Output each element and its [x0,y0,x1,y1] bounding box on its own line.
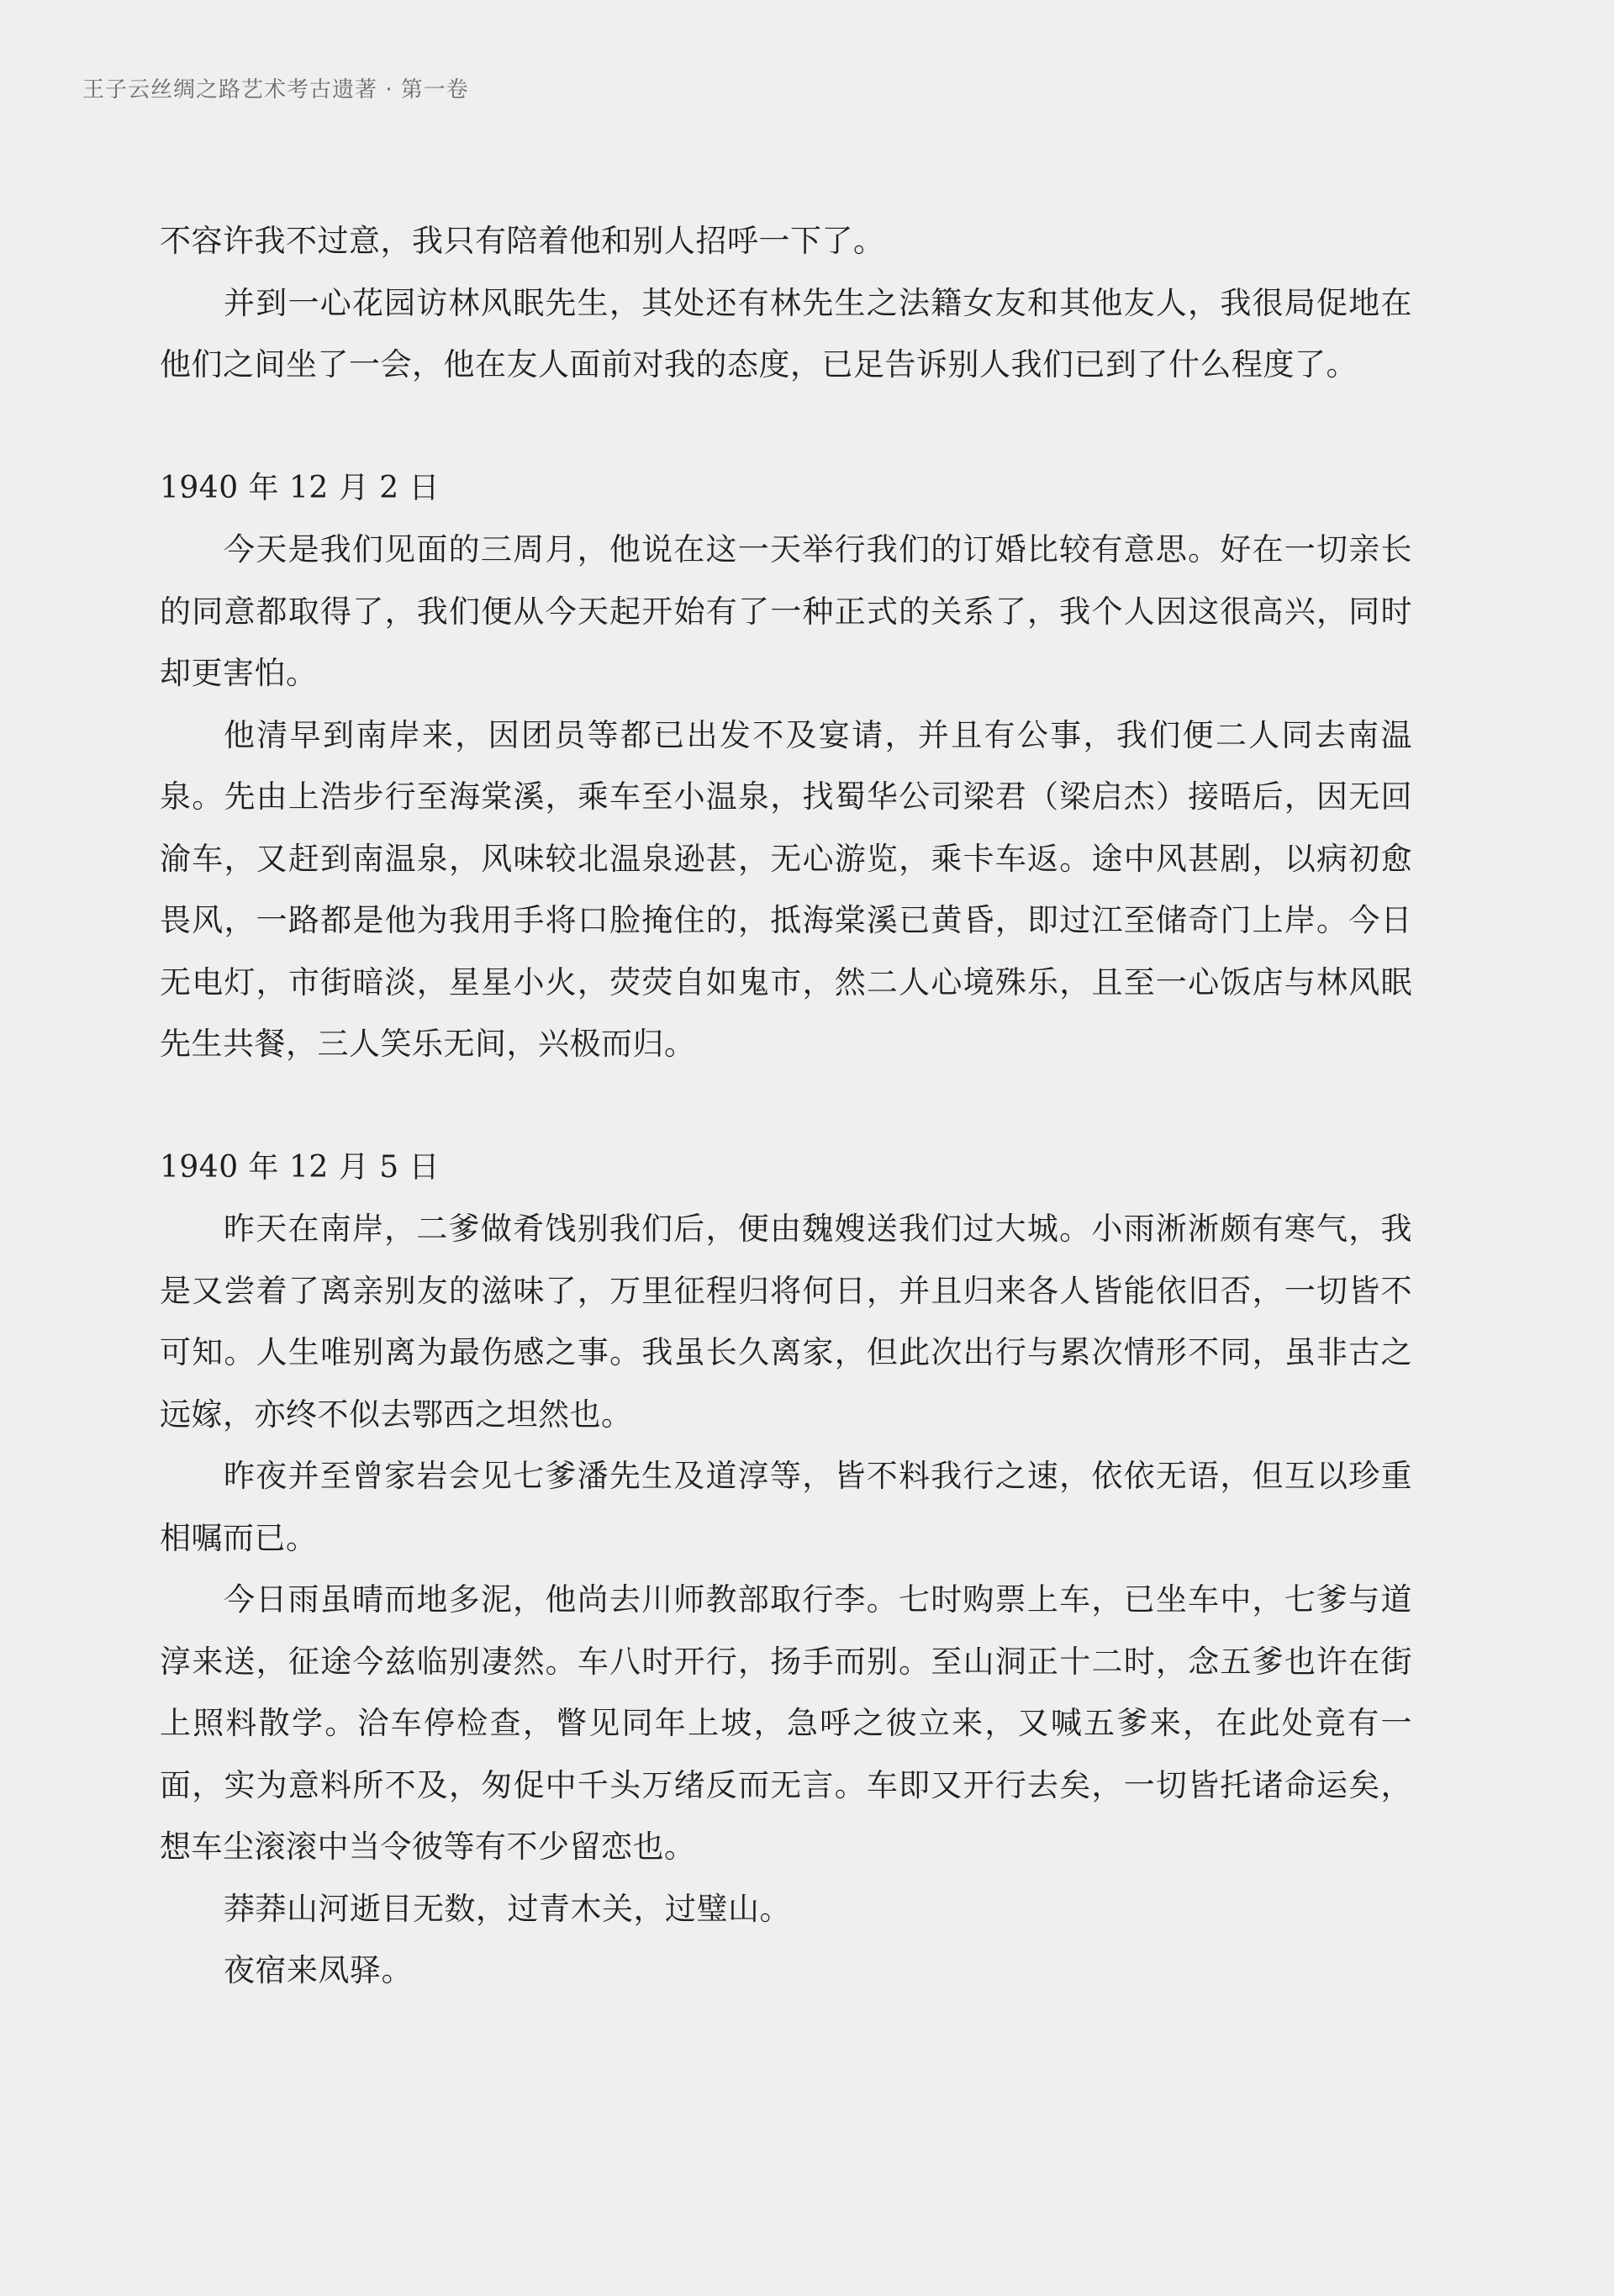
section-gap [160,1075,1412,1137]
section-gap [160,396,1412,457]
diary-date: 1940 年 12 月 5 日 [160,1149,440,1185]
page-body [160,210,1412,2002]
body-paragraph: 夜宿来凤驿。 [224,1952,413,1988]
body-paragraph: 莽莽山河逝目无数，过青木关，过璧山。 [224,1890,791,1927]
body-paragraph: 昨夜并至曾家岩会见七爹潘先生及道淳等，皆不料我行之速，依依无语，但互以珍重相嘱而已。 [160,1458,1412,1556]
body-paragraph: 并到一心花园访林风眠先生，其处还有林先生之法籍女友和其他友人，我很局促地在他们之间坐了一会，他在友人面前对我的态度，已足告诉别人我们已到了什么程度了。 [160,284,1412,383]
body-paragraph: 昨天在南岸，二爹做肴饯别我们后，便由魏嫂送我们过大城。小雨淅淅颇有寒气，我是又尝着了离亲别友的滋味了，万里征程归将何日，并且归来各人皆能依旧否，一切皆不可知。人生唯别离为最伤感之事。我虽长久离家，但此次出行与累次情形不同，虽非古之远嫁，亦终不似去鄂西之坦然也。 [160,1211,1412,1433]
body-paragraph: 今日雨虽晴而地多泥，他尚去川师教部取行李。七时购票上车，已坐车中，七爹与道淳来送，征途今兹临别凄然。车八时开行，扬手而别。至山洞正十二时，念五爹也许在街上照料散学。洽车停检查，瞥见同年上坡，急呼之彼立来，又喊五爹来，在此处竟有一面，实为意料所不及，匆促中千头万绪反而无言。车即又开行去矣，一切皆托诸命运矣，想车尘滚滚中当令彼等有不少留恋也。 [160,1581,1412,1865]
body-paragraph: 他清早到南岸来，因团员等都已出发不及宴请，并且有公事，我们便二人同去南温泉。先由上浩步行至海棠溪，乘车至小温泉，找蜀华公司梁君（梁启杰）接晤后，因无回渝车，又赶到南温泉，风味较北温泉逊甚，无心游览，乘卡车返。途中风甚剧，以病初愈畏风，一路都是他为我用手将口脸掩住的，抵海棠溪已黄昏，即过江至储奇门上岸。今日无电灯，市街暗淡，星星小火，荧荧自如鬼市，然二人心境殊乐，且至一心饭店与林风眠先生共餐，三人笑乐无间，兴极而归。 [160,716,1412,1062]
diary-date: 1940 年 12 月 2 日 [160,470,440,505]
body-paragraph: 不容许我不过意，我只有陪着他和别人招呼一下了。 [160,223,885,259]
body-paragraph: 今天是我们见面的三周月，他说在这一天举行我们的订婚比较有意思。好在一切亲长的同意都取得了，我们便从今天起开始有了一种正式的关系了，我个人因这很高兴，同时却更害怕。 [160,531,1412,691]
running-head: 王子云丝绸之路艺术考古遗著 · 第一卷 [82,77,469,103]
